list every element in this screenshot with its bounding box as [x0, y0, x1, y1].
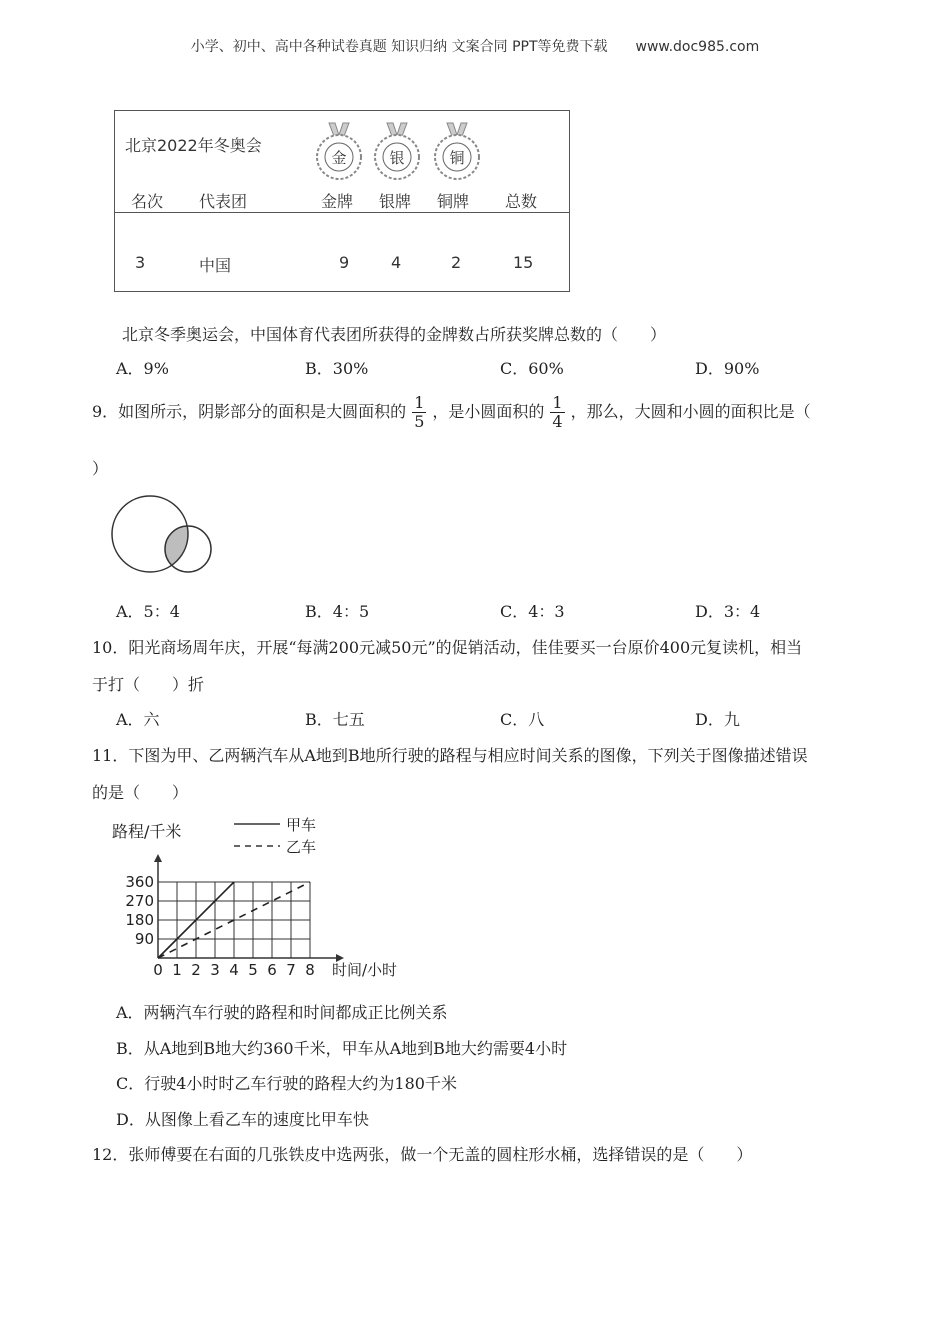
q11-option-d[interactable]: D．从图像上看乙车的速度比甲车快: [116, 1110, 369, 1129]
q9-line2: ）: [92, 459, 109, 478]
q10-option-d[interactable]: D．九: [695, 710, 740, 729]
gold-medal-icon: [317, 123, 361, 179]
q10-option-a[interactable]: A．六: [116, 710, 160, 729]
q9-part1: 9．如图所示，阴影部分的面积是大圆面积的: [92, 402, 407, 421]
header-delegation: 代表团: [199, 192, 248, 211]
medal-icon-label: 银: [389, 149, 405, 167]
x-tick-label: 6: [267, 961, 277, 979]
frac1-num: 1: [414, 393, 425, 412]
overlapping-circles-diagram: [108, 494, 218, 578]
y-tick-label: 180: [125, 911, 154, 929]
frac2-den: 4: [552, 412, 563, 431]
y-axis-arrow: [154, 854, 162, 862]
header-gold: 金牌: [321, 192, 354, 211]
silver-medal-icon: [375, 123, 419, 179]
x-tick-label: 4: [229, 961, 239, 979]
medal-icon-label: 金: [331, 149, 347, 167]
x-tick-label: 0: [153, 961, 163, 979]
q11-option-b[interactable]: B．从A地到B地大约360千米，甲车从A地到B地大约需要4小时: [116, 1039, 568, 1058]
chart-ticks: [125, 873, 314, 979]
q10-line2: 于打（ ）折: [92, 675, 205, 694]
q8-option-b[interactable]: B．30%: [305, 359, 369, 378]
header-total: 总数: [505, 192, 538, 211]
medal-table: [114, 110, 570, 292]
q10-line1: 10．阳光商场周年庆，开展“每满200元减50元”的促销活动，佳佳要买一台原价400元复读机，相当: [92, 638, 803, 657]
q11-line1: 11．下图为甲、乙两辆汽车从A地到B地所行驶的路程与相应时间关系的图像，下列关于图像描述错误: [92, 746, 808, 765]
q9-part2: ，是小圆面积的: [432, 402, 545, 421]
q8-option-c[interactable]: C．60%: [500, 359, 564, 378]
q8-option-a[interactable]: A．9%: [116, 359, 169, 378]
chart-xlabel: 时间/小时: [332, 961, 398, 979]
q9-part3: ，那么，大圆和小圆的面积比是（: [570, 402, 811, 421]
medal-icon-label: 铜: [449, 149, 465, 167]
q11-option-a[interactable]: A．两辆汽车行驶的路程和时间都成正比例关系: [116, 1003, 448, 1022]
bronze-medal-icon: [435, 123, 479, 179]
q12-text: 12．张师傅要在右面的几张铁皮中选两张，做一个无盖的圆柱形水桶，选择错误的是（ ）: [92, 1145, 753, 1164]
q11-line2: 的是（ ）: [92, 783, 189, 802]
q9-option-c[interactable]: C．4：3: [500, 602, 565, 621]
x-tick-label: 8: [305, 961, 315, 979]
cell-rank: 3: [135, 253, 146, 272]
cell-gold: 9: [339, 253, 350, 272]
page-header: [0, 36, 950, 56]
frac1-den: 5: [414, 412, 425, 431]
cell-total: 15: [513, 253, 534, 272]
cell-delegation: 中国: [199, 256, 232, 275]
table-divider: [115, 212, 569, 213]
header-silver: 银牌: [379, 192, 412, 211]
y-tick-label: 360: [125, 873, 154, 891]
x-tick-label: 3: [210, 961, 220, 979]
x-tick-label: 5: [248, 961, 258, 979]
y-tick-label: 270: [125, 892, 154, 910]
medal-icons: [311, 121, 491, 183]
q9-option-a[interactable]: A．5：4: [116, 602, 180, 621]
x-tick-label: 2: [191, 961, 201, 979]
x-tick-label: 1: [172, 961, 182, 979]
medal-table-title: 北京2022年冬奥会: [125, 136, 262, 155]
q9-fraction-2: [550, 394, 564, 431]
distance-time-chart: [108, 812, 418, 982]
frac2-num: 1: [552, 393, 563, 412]
q10-option-b[interactable]: B．七五: [305, 710, 365, 729]
header-url[interactable]: www.doc985.com: [635, 39, 760, 55]
cell-bronze: 2: [451, 253, 462, 272]
legend-label-yi: 乙车: [286, 838, 317, 856]
q10-option-c[interactable]: C．八: [500, 710, 545, 729]
q9-question: [92, 394, 811, 431]
q8-option-d[interactable]: D．90%: [695, 359, 760, 378]
q9-option-b[interactable]: B．4：5: [305, 602, 370, 621]
q11-option-c[interactable]: C．行驶4小时时乙车行驶的路程大约为180千米: [116, 1074, 457, 1093]
header-bronze: 铜牌: [437, 192, 470, 211]
header-text: 小学、初中、高中各种试卷真题 知识归纳 文案合同 PPT等免费下载: [190, 39, 608, 55]
q9-fraction-1: [412, 394, 426, 431]
y-tick-label: 90: [134, 930, 154, 948]
legend-label-jia: 甲车: [286, 816, 317, 834]
cell-silver: 4: [391, 253, 402, 272]
q9-option-d[interactable]: D．3：4: [695, 602, 761, 621]
x-tick-label: 7: [286, 961, 296, 979]
chart-ylabel: 路程/千米: [112, 822, 182, 841]
q8-text: 北京冬季奥运会，中国体育代表团所获得的金牌数占所获奖牌总数的（ ）: [122, 325, 667, 344]
header-rank: 名次: [131, 192, 164, 211]
